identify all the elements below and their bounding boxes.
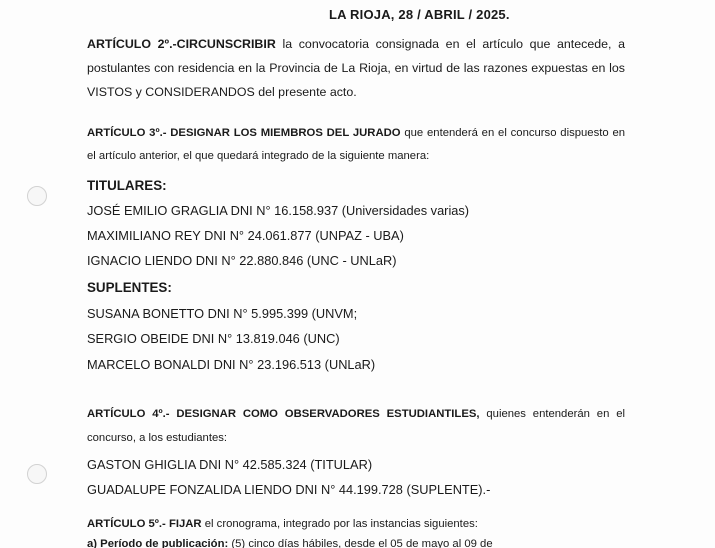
art5-item-a-text: (5) cinco días hábiles, desde el 05 de mayo al 09 de	[231, 538, 493, 548]
suplente-item: MARCELO BONALDI DNI N° 23.196.513 (UNLaR)	[87, 357, 376, 372]
punch-hole	[27, 186, 47, 206]
observer-item: GUADALUPE FONZALIDA LIENDO DNI N° 44.199.728 (SUPLENTE).-	[87, 482, 491, 497]
art5-item-a-label: a) Período de publicación:	[87, 538, 229, 548]
art4-label: ARTÍCULO 4º.- DESIGNAR COMO OBSERVADORES ESTUDIANTILES,	[87, 408, 480, 420]
art3-line-2: el artículo anterior, el que quedará integrado de la siguiente manera:	[87, 150, 430, 162]
art2-line-1	[87, 32, 625, 56]
art2-text: la convocatoria consignada en el artículo que antecede, a	[282, 37, 625, 51]
suplente-item: SUSANA BONETTO DNI N° 5.995.399 (UNVM;	[87, 306, 358, 321]
document-date: LA RIOJA, 28 / ABRIL / 2025.	[329, 7, 510, 22]
art2-line-3: VISTOS y CONSIDERANDOS del presente acto.	[87, 85, 357, 99]
titular-item: MAXIMILIANO REY DNI N° 24.061.877 (UNPAZ - UBA)	[87, 228, 404, 243]
observer-item: GASTON GHIGLIA DNI N° 42.585.324 (TITULAR)	[87, 457, 373, 472]
titular-item: JOSÉ EMILIO GRAGLIA DNI N° 16.158.937 (Universidades varias)	[87, 203, 470, 218]
art5-label: ARTÍCULO 5º.- FIJAR	[87, 518, 202, 530]
titulares-heading: TITULARES:	[87, 178, 167, 193]
art2-label: ARTÍCULO 2º.-CIRCUNSCRIBIR	[87, 37, 276, 51]
punch-hole	[27, 464, 47, 484]
suplentes-heading: SUPLENTES:	[87, 280, 172, 295]
art4-line-1	[87, 402, 625, 426]
art3-line-1	[87, 121, 625, 145]
art5-item-a	[87, 532, 625, 548]
suplente-item: SERGIO OBEIDE DNI N° 13.819.046 (UNC)	[87, 331, 340, 346]
art3-text: que entenderá en el concurso dispuesto en	[404, 127, 626, 139]
art3-label: ARTÍCULO 3º.- DESIGNAR LOS MIEMBROS DEL JURADO	[87, 127, 401, 139]
art2-line-2: postulantes con residencia en la Provincia de La Rioja, en virtud de las razones expuestas en los	[87, 61, 625, 75]
art4-text: quienes entenderán en el	[486, 408, 625, 420]
art4-line-2: concurso, a los estudiantes:	[87, 432, 228, 444]
art5-text: el cronograma, integrado por las instancias siguientes:	[204, 518, 478, 530]
titular-item: IGNACIO LIENDO DNI N° 22.880.846 (UNC - UNLaR)	[87, 253, 397, 268]
